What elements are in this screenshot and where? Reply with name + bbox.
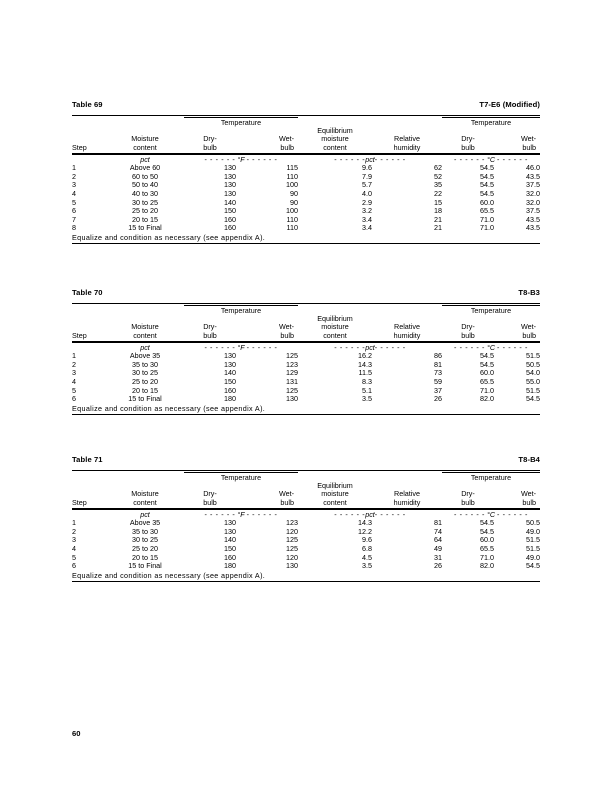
cell-moisture-content: 25 to 20 bbox=[132, 544, 158, 553]
cell-wet-bulb-f: 125 bbox=[286, 385, 298, 395]
header-relative-humidity: Relative humidity bbox=[393, 134, 421, 152]
cell-step: 3 bbox=[72, 368, 76, 378]
cell-equilibrium-moisture-content: 4.5 bbox=[362, 552, 372, 562]
cell-dry-bulb-c: 60.0 bbox=[480, 197, 494, 207]
cell-equilibrium-moisture-content: 3.5 bbox=[362, 394, 372, 404]
cell-wet-bulb-f: 120 bbox=[286, 526, 298, 536]
cell-moisture-content: 15 to Final bbox=[128, 561, 162, 571]
cell-equilibrium-moisture-content: 3.5 bbox=[362, 561, 372, 571]
cell-moisture-content: 35 to 30 bbox=[132, 359, 158, 369]
cell-moisture-content: 30 to 25 bbox=[132, 368, 158, 378]
cell-wet-bulb-f: 125 bbox=[286, 535, 298, 545]
cell-equilibrium-moisture-content: 14.3 bbox=[358, 518, 372, 528]
group-header-row bbox=[72, 118, 540, 128]
cell-wet-bulb-c: 54.0 bbox=[526, 368, 540, 378]
cell-wet-bulb-c: 32.0 bbox=[526, 189, 540, 198]
cell-step: 6 bbox=[72, 394, 76, 404]
header-dry-bulb-c: Dry- bulb bbox=[461, 489, 475, 507]
cell-equilibrium-moisture-content: 8.3 bbox=[362, 377, 372, 386]
cell-relative-humidity: 15 bbox=[434, 197, 442, 207]
drying-schedule-table bbox=[72, 288, 540, 415]
cell-dry-bulb-f: 160 bbox=[224, 214, 236, 224]
unit-celsius: - - - - - - °C - - - - - - bbox=[454, 343, 528, 353]
cell-dry-bulb-c: 65.5 bbox=[480, 544, 494, 553]
cell-step: 5 bbox=[72, 385, 76, 395]
cell-moisture-content: 15 to Final bbox=[128, 394, 162, 404]
cell-wet-bulb-f: 90 bbox=[290, 189, 298, 198]
cell-dry-bulb-c: 82.0 bbox=[480, 394, 494, 404]
cell-equilibrium-moisture-content: 2.9 bbox=[362, 197, 372, 207]
cell-dry-bulb-c: 71.0 bbox=[480, 385, 494, 395]
cell-wet-bulb-f: 100 bbox=[286, 206, 298, 216]
header-wet-bulb-c: Wet- bulb bbox=[520, 322, 536, 340]
cell-dry-bulb-c: 54.5 bbox=[480, 171, 494, 181]
header-dry-bulb-c: Dry- bulb bbox=[461, 322, 475, 340]
cell-dry-bulb-f: 130 bbox=[224, 163, 236, 173]
cell-wet-bulb-c: 49.0 bbox=[526, 526, 540, 536]
cell-wet-bulb-c: 37.5 bbox=[526, 206, 540, 216]
cell-dry-bulb-c: 71.0 bbox=[480, 223, 494, 233]
cell-equilibrium-moisture-content: 9.6 bbox=[362, 163, 372, 173]
unit-pct: - - - - - -pct- - - - - - bbox=[334, 343, 406, 353]
cell-wet-bulb-c: 32.0 bbox=[526, 197, 540, 207]
cell-dry-bulb-f: 140 bbox=[224, 535, 236, 545]
cell-equilibrium-moisture-content: 11.5 bbox=[358, 368, 372, 378]
unit-step bbox=[72, 154, 106, 164]
header-moisture-content: Moisture content bbox=[131, 322, 159, 340]
cell-dry-bulb-c: 71.0 bbox=[480, 214, 494, 224]
schedule-table bbox=[72, 469, 540, 582]
header-wet-bulb-f: Wet- bulb bbox=[278, 322, 294, 340]
cell-wet-bulb-c: 55.0 bbox=[526, 377, 540, 386]
cell-wet-bulb-f: 110 bbox=[286, 171, 298, 181]
group-temperature-f: Temperature bbox=[220, 306, 262, 315]
cell-wet-bulb-c: 54.5 bbox=[526, 394, 540, 404]
note-row bbox=[72, 233, 540, 242]
cell-wet-bulb-c: 51.5 bbox=[526, 544, 540, 553]
unit-pct: - - - - - -pct- - - - - - bbox=[334, 510, 406, 520]
unit-moisture-content-pct: pct bbox=[140, 510, 150, 520]
cell-relative-humidity: 35 bbox=[434, 180, 442, 190]
cell-dry-bulb-f: 180 bbox=[224, 561, 236, 571]
cell-wet-bulb-f: 131 bbox=[286, 377, 298, 386]
cell-step: 1 bbox=[72, 518, 76, 528]
cell-wet-bulb-c: 49.0 bbox=[526, 552, 540, 562]
schedule-table bbox=[72, 302, 540, 415]
cell-dry-bulb-c: 60.0 bbox=[480, 368, 494, 378]
cell-step: 1 bbox=[72, 351, 76, 361]
unit-celsius: - - - - - - °C - - - - - - bbox=[454, 155, 528, 165]
cell-relative-humidity: 81 bbox=[434, 518, 442, 528]
cell-wet-bulb-c: 43.5 bbox=[526, 223, 540, 233]
cell-step: 2 bbox=[72, 359, 76, 369]
cell-relative-humidity: 31 bbox=[434, 552, 442, 562]
cell-dry-bulb-f: 140 bbox=[224, 368, 236, 378]
header-dry-bulb-f: Dry- bulb bbox=[203, 322, 217, 340]
header-wet-bulb-c: Wet- bulb bbox=[520, 489, 536, 507]
table-row bbox=[72, 224, 540, 233]
unit-step bbox=[72, 509, 106, 519]
unit-fahrenheit: - - - - - - °F - - - - - - bbox=[204, 343, 278, 353]
header-step: Step bbox=[72, 497, 87, 507]
cell-moisture-content: Above 35 bbox=[129, 351, 161, 361]
cell-equilibrium-moisture-content: 6.8 bbox=[362, 544, 372, 553]
cell-wet-bulb-f: 120 bbox=[286, 552, 298, 562]
rule-bottom bbox=[72, 242, 540, 244]
table-caption-row bbox=[72, 288, 540, 298]
header-relative-humidity: Relative humidity bbox=[393, 489, 421, 507]
cell-dry-bulb-f: 160 bbox=[224, 385, 236, 395]
table-row bbox=[72, 562, 540, 571]
cell-moisture-content: 25 to 20 bbox=[132, 377, 158, 386]
cell-relative-humidity: 18 bbox=[434, 206, 442, 216]
header-wet-bulb-f: Wet- bulb bbox=[278, 134, 294, 152]
cell-step: 4 bbox=[72, 544, 76, 553]
cell-dry-bulb-f: 160 bbox=[224, 223, 236, 233]
unit-celsius: - - - - - - °C - - - - - - bbox=[454, 510, 528, 520]
cell-wet-bulb-f: 110 bbox=[286, 214, 298, 224]
drying-schedule-table bbox=[72, 100, 540, 244]
cell-dry-bulb-f: 140 bbox=[224, 197, 236, 207]
cell-relative-humidity: 52 bbox=[434, 171, 442, 181]
cell-relative-humidity: 81 bbox=[434, 359, 442, 369]
header-dry-bulb-f: Dry- bulb bbox=[203, 489, 217, 507]
header-step: Step bbox=[72, 142, 87, 152]
cell-equilibrium-moisture-content: 3.2 bbox=[362, 206, 372, 216]
cell-relative-humidity: 26 bbox=[434, 394, 442, 404]
cell-wet-bulb-c: 51.5 bbox=[526, 351, 540, 361]
cell-dry-bulb-f: 160 bbox=[224, 552, 236, 562]
cell-relative-humidity: 74 bbox=[434, 526, 442, 536]
cell-wet-bulb-f: 110 bbox=[286, 223, 298, 233]
cell-dry-bulb-f: 130 bbox=[224, 171, 236, 181]
cell-dry-bulb-c: 54.5 bbox=[480, 351, 494, 361]
equalize-note: Equalize and condition as necessary (see appendix A). bbox=[72, 232, 266, 242]
unit-fahrenheit: - - - - - - °F - - - - - - bbox=[204, 155, 278, 165]
cell-equilibrium-moisture-content: 4.0 bbox=[362, 189, 372, 198]
cell-wet-bulb-f: 123 bbox=[286, 359, 298, 369]
cell-dry-bulb-f: 130 bbox=[224, 351, 236, 361]
cell-equilibrium-moisture-content: 16.2 bbox=[358, 351, 372, 361]
equalize-note: Equalize and condition as necessary (see appendix A). bbox=[72, 403, 266, 413]
cell-wet-bulb-c: 50.5 bbox=[526, 359, 540, 369]
cell-dry-bulb-f: 180 bbox=[224, 394, 236, 404]
header-step: Step bbox=[72, 330, 87, 340]
unit-pct: - - - - - -pct- - - - - - bbox=[334, 155, 406, 165]
cell-dry-bulb-f: 150 bbox=[224, 206, 236, 216]
cell-relative-humidity: 21 bbox=[434, 223, 442, 233]
header-equilibrium-moisture-content: Equilibrium moisture content bbox=[317, 481, 353, 507]
group-header-row bbox=[72, 473, 540, 483]
cell-equilibrium-moisture-content: 14.3 bbox=[358, 359, 372, 369]
rule-bottom bbox=[72, 580, 540, 582]
table-caption: Table 69 bbox=[72, 100, 103, 109]
cell-wet-bulb-f: 130 bbox=[286, 561, 298, 571]
cell-relative-humidity: 22 bbox=[434, 189, 442, 198]
cell-equilibrium-moisture-content: 5.1 bbox=[362, 385, 372, 395]
group-header-row bbox=[72, 306, 540, 316]
column-header-row bbox=[72, 482, 540, 507]
cell-step: 3 bbox=[72, 535, 76, 545]
cell-wet-bulb-c: 43.5 bbox=[526, 214, 540, 224]
cell-wet-bulb-c: 51.5 bbox=[526, 385, 540, 395]
cell-moisture-content: 15 to Final bbox=[128, 223, 162, 233]
cell-wet-bulb-f: 129 bbox=[286, 368, 298, 378]
cell-wet-bulb-c: 37.5 bbox=[526, 180, 540, 190]
cell-step: 6 bbox=[72, 561, 76, 571]
cell-step: 1 bbox=[72, 163, 76, 173]
unit-moisture-content-pct: pct bbox=[140, 343, 150, 353]
cell-moisture-content: 40 to 30 bbox=[132, 189, 158, 198]
cell-wet-bulb-f: 125 bbox=[286, 351, 298, 361]
cell-wet-bulb-f: 115 bbox=[286, 163, 298, 173]
cell-step: 2 bbox=[72, 171, 76, 181]
cell-wet-bulb-f: 125 bbox=[286, 544, 298, 553]
table-caption: Table 71 bbox=[72, 455, 103, 464]
cell-dry-bulb-f: 130 bbox=[224, 180, 236, 190]
cell-relative-humidity: 37 bbox=[434, 385, 442, 395]
cell-step: 4 bbox=[72, 189, 76, 198]
cell-equilibrium-moisture-content: 5.7 bbox=[362, 180, 372, 190]
cell-dry-bulb-c: 65.5 bbox=[480, 377, 494, 386]
cell-moisture-content: 30 to 25 bbox=[132, 197, 158, 207]
cell-moisture-content: 35 to 30 bbox=[132, 526, 158, 536]
header-dry-bulb-f: Dry- bulb bbox=[203, 134, 217, 152]
column-header-row bbox=[72, 127, 540, 152]
note-row bbox=[72, 404, 540, 413]
header-dry-bulb-c: Dry- bulb bbox=[461, 134, 475, 152]
cell-moisture-content: 25 to 20 bbox=[132, 206, 158, 216]
cell-dry-bulb-c: 54.5 bbox=[480, 180, 494, 190]
cell-moisture-content: 20 to 15 bbox=[132, 385, 158, 395]
table-caption-row bbox=[72, 100, 540, 110]
header-moisture-content: Moisture content bbox=[131, 134, 159, 152]
cell-moisture-content: 50 to 40 bbox=[132, 180, 158, 190]
cell-equilibrium-moisture-content: 7.9 bbox=[362, 171, 372, 181]
cell-wet-bulb-c: 46.0 bbox=[526, 163, 540, 173]
cell-relative-humidity: 59 bbox=[434, 377, 442, 386]
cell-wet-bulb-f: 130 bbox=[286, 394, 298, 404]
cell-relative-humidity: 49 bbox=[434, 544, 442, 553]
schedule-table bbox=[72, 114, 540, 244]
header-moisture-content: Moisture content bbox=[131, 489, 159, 507]
cell-step: 7 bbox=[72, 214, 76, 224]
cell-wet-bulb-f: 90 bbox=[290, 197, 298, 207]
cell-dry-bulb-c: 54.5 bbox=[480, 189, 494, 198]
cell-step: 6 bbox=[72, 206, 76, 216]
cell-dry-bulb-f: 150 bbox=[224, 377, 236, 386]
group-temperature-f: Temperature bbox=[220, 473, 262, 482]
cell-dry-bulb-c: 65.5 bbox=[480, 206, 494, 216]
unit-fahrenheit: - - - - - - °F - - - - - - bbox=[204, 510, 278, 520]
cell-equilibrium-moisture-content: 3.4 bbox=[362, 223, 372, 233]
column-header-row bbox=[72, 315, 540, 340]
cell-wet-bulb-c: 51.5 bbox=[526, 535, 540, 545]
drying-schedule-table bbox=[72, 455, 540, 582]
cell-relative-humidity: 26 bbox=[434, 561, 442, 571]
cell-step: 2 bbox=[72, 526, 76, 536]
table-caption: Table 70 bbox=[72, 288, 103, 297]
cell-moisture-content: Above 60 bbox=[129, 163, 161, 173]
header-wet-bulb-f: Wet- bulb bbox=[278, 489, 294, 507]
cell-relative-humidity: 73 bbox=[434, 368, 442, 378]
cell-moisture-content: Above 35 bbox=[129, 518, 161, 528]
cell-step: 5 bbox=[72, 197, 76, 207]
cell-wet-bulb-c: 43.5 bbox=[526, 171, 540, 181]
table-code: T7-E6 (Modified) bbox=[479, 100, 540, 109]
cell-dry-bulb-f: 130 bbox=[224, 518, 236, 528]
unit-moisture-content-pct: pct bbox=[140, 155, 150, 165]
unit-step bbox=[72, 342, 106, 352]
cell-moisture-content: 60 to 50 bbox=[132, 171, 158, 181]
page-number: 60 bbox=[72, 729, 81, 738]
group-temperature-c: Temperature bbox=[470, 118, 512, 127]
cell-equilibrium-moisture-content: 3.4 bbox=[362, 214, 372, 224]
cell-dry-bulb-c: 71.0 bbox=[480, 552, 494, 562]
cell-relative-humidity: 21 bbox=[434, 214, 442, 224]
cell-dry-bulb-f: 150 bbox=[224, 544, 236, 553]
cell-dry-bulb-c: 54.5 bbox=[480, 163, 494, 173]
cell-wet-bulb-f: 123 bbox=[286, 518, 298, 528]
header-equilibrium-moisture-content: Equilibrium moisture content bbox=[317, 126, 353, 152]
cell-relative-humidity: 62 bbox=[434, 163, 442, 173]
cell-equilibrium-moisture-content: 12.2 bbox=[358, 526, 372, 536]
table-code: T8-B3 bbox=[518, 288, 540, 297]
header-relative-humidity: Relative humidity bbox=[393, 322, 421, 340]
cell-moisture-content: 20 to 15 bbox=[132, 214, 158, 224]
cell-dry-bulb-c: 54.5 bbox=[480, 518, 494, 528]
cell-step: 3 bbox=[72, 180, 76, 190]
cell-moisture-content: 20 to 15 bbox=[132, 552, 158, 562]
cell-dry-bulb-f: 130 bbox=[224, 189, 236, 198]
header-equilibrium-moisture-content: Equilibrium moisture content bbox=[317, 314, 353, 340]
cell-dry-bulb-f: 130 bbox=[224, 526, 236, 536]
group-temperature-c: Temperature bbox=[470, 306, 512, 315]
equalize-note: Equalize and condition as necessary (see appendix A). bbox=[72, 570, 266, 580]
cell-dry-bulb-c: 54.5 bbox=[480, 526, 494, 536]
table-caption-row bbox=[72, 455, 540, 465]
cell-wet-bulb-c: 50.5 bbox=[526, 518, 540, 528]
note-row bbox=[72, 571, 540, 580]
cell-dry-bulb-c: 82.0 bbox=[480, 561, 494, 571]
cell-wet-bulb-c: 54.5 bbox=[526, 561, 540, 571]
cell-relative-humidity: 86 bbox=[434, 351, 442, 361]
cell-step: 4 bbox=[72, 377, 76, 386]
rule-bottom bbox=[72, 413, 540, 415]
header-wet-bulb-c: Wet- bulb bbox=[520, 134, 536, 152]
group-temperature-c: Temperature bbox=[470, 473, 512, 482]
cell-relative-humidity: 64 bbox=[434, 535, 442, 545]
cell-dry-bulb-c: 54.5 bbox=[480, 359, 494, 369]
cell-dry-bulb-f: 130 bbox=[224, 359, 236, 369]
cell-step: 8 bbox=[72, 223, 76, 233]
cell-step: 5 bbox=[72, 552, 76, 562]
cell-wet-bulb-f: 100 bbox=[286, 180, 298, 190]
cell-equilibrium-moisture-content: 9.6 bbox=[362, 535, 372, 545]
table-code: T8-B4 bbox=[518, 455, 540, 464]
cell-moisture-content: 30 to 25 bbox=[132, 535, 158, 545]
group-temperature-f: Temperature bbox=[220, 118, 262, 127]
cell-dry-bulb-c: 60.0 bbox=[480, 535, 494, 545]
table-row bbox=[72, 395, 540, 404]
